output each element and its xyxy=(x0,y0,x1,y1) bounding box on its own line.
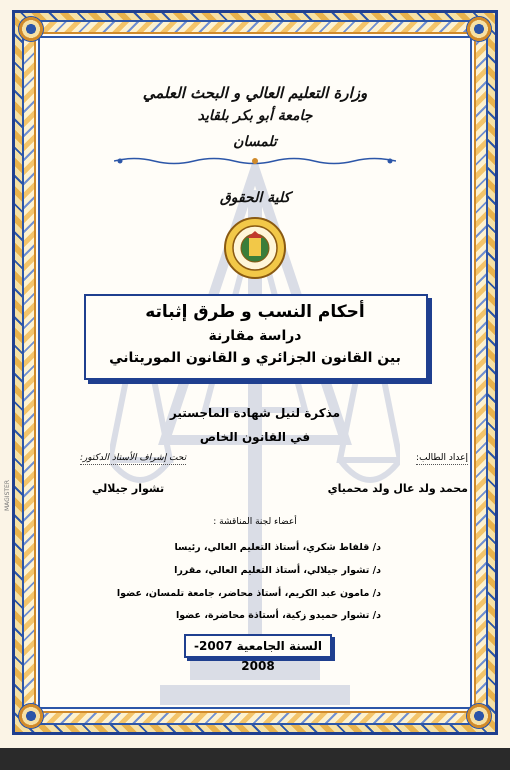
ornament-divider-icon xyxy=(114,156,396,166)
supervisor-name: تشوار جيلالي xyxy=(92,482,165,495)
specialty-line: في القانون الخاص xyxy=(199,430,311,444)
jury-member: د/ تشوار حميدو زكية، أستاذة محاضرة، عضوا xyxy=(175,610,381,621)
supervisor-label: تحت إشراف الأستاذ الدكتور: xyxy=(80,453,187,463)
city-heading: تلمسان xyxy=(233,134,277,150)
faculty-heading: كلية الحقوق xyxy=(219,190,291,206)
academic-year: السنة الجامعية 2007-2008 xyxy=(184,634,332,658)
viewer-bottom-bar xyxy=(0,748,510,770)
ministry-heading: وزارة التعليم العالي و البحث العلمي xyxy=(142,84,368,102)
thesis-subtitle-comparison: بين القانون الجزائري و القانون الموريتاني xyxy=(109,350,401,366)
student-name: محمد ولد عال ولد محمياي xyxy=(327,482,468,495)
jury-member: د/ تشوار جيلالي، أستاذ التعليم العالي، مقررا xyxy=(174,565,381,576)
university-heading: جامعة أبو بكر بلقايد xyxy=(197,108,313,124)
cover-content xyxy=(34,32,476,713)
degree-line: مذكرة لنيل شهادة الماجستير xyxy=(169,406,341,420)
side-margin-tag: MAGISTER xyxy=(4,480,11,512)
jury-label: أعضاء لجنة المناقشة : xyxy=(213,517,297,527)
thesis-title: أحكام النسب و طرق إثباته xyxy=(145,302,365,322)
student-label: إعداد الطالب: xyxy=(416,453,468,463)
jury-member: د/ قلفاط شكري، أستاذ التعليم العالي، رئيسا xyxy=(174,542,381,553)
university-seal-icon xyxy=(223,216,287,280)
thesis-subtitle: دراسة مقارنة xyxy=(208,328,302,344)
jury-member: د/ مامون عبد الكريم، أستاذ محاضر، جامعة تلمسان، عضوا xyxy=(116,588,381,599)
